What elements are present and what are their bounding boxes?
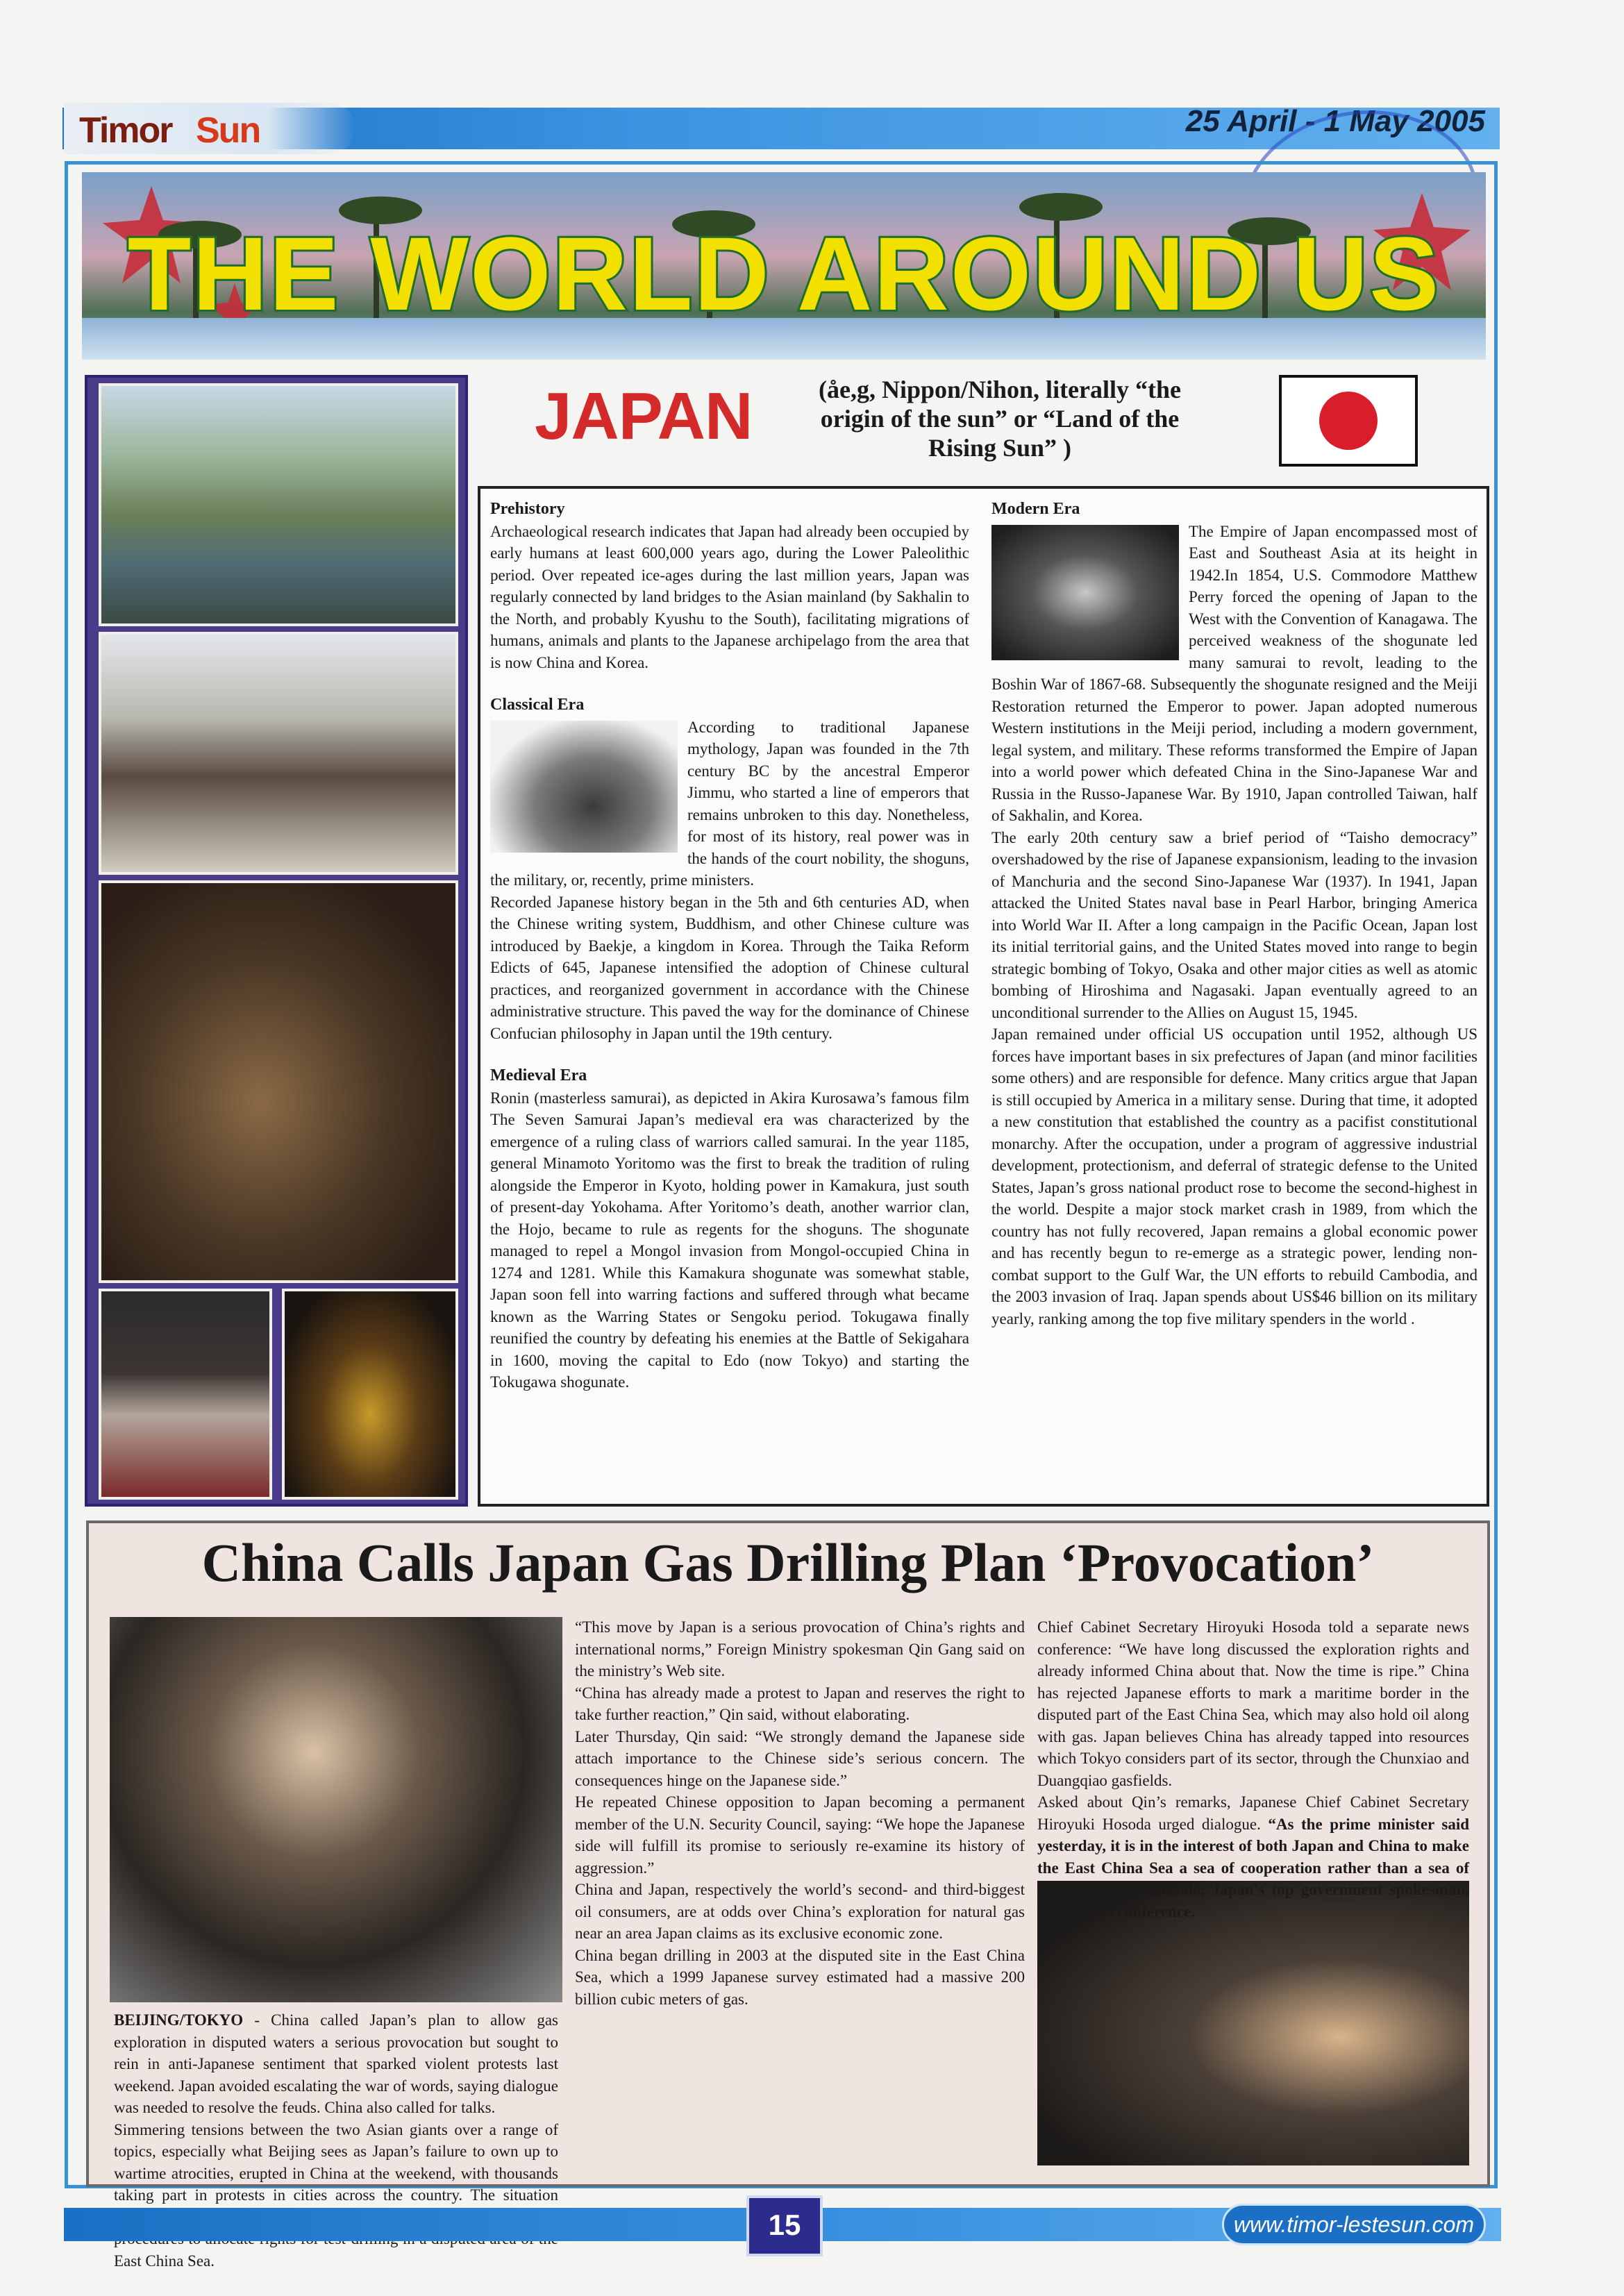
logo-text-sun: Sun	[196, 110, 260, 151]
photo-spokesman-press	[110, 1617, 562, 2002]
medieval-text: Ronin (masterless samurai), as depicted in Akira Kurosawa’s famous film The Seven Samurai Japan’s medieval era was characterized by the emergence of a ruling class of warriors called samurai. In the year 1185, general Minamoto Yoritomo was the first to break the tradition of ruling alongside the Emperor in Kyoto, holding power in Kamakura, just south of present-day Yokohama. After Yoritomo’s death, another warrior clan, the Hojo, became to rule as regents for the shoguns. The shogunate managed to repel a Mongol invasion from Mongol-occupied China in 1274 and 1281. While this Kamakura shogunate was somewhat stable, Japan soon fell into warring factions and suffered through what became known as the Warring States or Sengoku period. Tokugawa finally reunified the country by defeating his enemies at the Battle of Sekigahara in 1600, moving the capital to Edo (now Tokyo) and starting the Tokugawa shogunate.	[490, 1089, 969, 1391]
japan-article	[478, 486, 1489, 1507]
china-column-3	[1037, 1616, 1469, 1922]
page-number: 15	[746, 2195, 823, 2256]
photo-samurai-statues	[490, 721, 678, 853]
classical-heading: Classical Era	[490, 696, 585, 714]
photo-prime-minister	[1037, 1881, 1469, 2165]
china-para-7: China and Japan, respectively the world’s second- and third-biggest oil consumers, are at odds over China’s exploration for natural gas near an area Japan claims as its exclusive economic zone.	[575, 1881, 1025, 1942]
china-para-8: China began drilling in 2003 at the disputed site in the East China Sea, which a 1999 Japanese survey estimated had a massive 200 billion cubic meters of gas.	[575, 1946, 1025, 2008]
classical-text-1: According to traditional Japanese mythology, Japan was founded in the 7th century BC by the ancestral Emperor Jimmu, who started a line of emperors that remains unbroken to this day. Nonetheless, for most of its history, real power was in the hands of the court nobility, the shoguns, the military, or, recently, prime ministers.	[490, 718, 969, 889]
photo-golden-ornament	[282, 1289, 458, 1500]
japan-title: JAPAN	[535, 379, 753, 453]
dateline: BEIJING/TOKYO	[114, 2011, 244, 2029]
china-para-5: Later Thursday, Qin said: “We strongly demand the Japanese side attach importance to the Chinese side’s serious concern. The consequences hinge on the Japanese side.”	[575, 1727, 1025, 1789]
modern-text-3: Japan remained under official US occupation until 1952, although US forces have important bases in six prefectures of Japan (and minor facilities some others) and are responsible for defence. Many critics argue that Japan is still occupied by America in a military sense. During that time, it adopted a new constitution that established the country as a pacifist constitutional monarchy. After the occupation, under a program of aggressive industrial development, protectionism, and deferral of strategic defense to the United States, Japan’s gross national product rose to become the second-highest in the world. Despite a major stock market crash in 1989, from which the country has not fully recovered, Japan remains a global economic power and has recently begun to re-emerge as a strategic power, lending non-combat support to the Gulf War, the UN efforts to rebuild Cambodia, and the 2003 invasion of Iraq. Japan spends about US$46 billion on its military yearly, ranking among the top five military spenders in the world .	[991, 1025, 1477, 1327]
website-link[interactable]: www.timor-lestesun.com	[1222, 2204, 1486, 2245]
china-para-2: Simmering tensions between the two Asian giants over a range of topics, especially what Beijing sees as Japan’s failure to own up to wartime atrocities, erupted in China at the weekend, with thousands taking part in protests in cities across the country. The situation East China Sea.	[114, 2120, 558, 2270]
japan-flag-icon	[1279, 375, 1418, 467]
china-headline: China Calls Japan Gas Drilling Plan ‘Provocation’	[201, 1532, 1375, 1593]
china-para-4: “China has already made a protest to Japan and reserves the right to take further reaction,” Qin said, without elaborating.	[575, 1684, 1025, 1723]
issue-date: 25 April - 1 May 2005	[1185, 104, 1485, 138]
china-para-10: Asked about Qin’s remarks, Japanese Chief Cabinet Secretary Hiroyuki Hosoda urged dialogue.	[1037, 1793, 1469, 1833]
china-para-9: Chief Cabinet Secretary Hiroyuki Hosoda told a separate news conference: “We have long discussed the exploration rights and already informed China about that. Now the time is ripe.” China has rejected Japanese efforts to mark a maritime border in the disputed part of the East China Sea, which may also hold oil along with gas. Japan believes China has already tapped into resources which Tokyo considers part of its sector, through the Chunxiao and Duangqiao gasfields.	[1037, 1618, 1469, 1789]
modern-heading: Modern Era	[991, 500, 1080, 518]
rising-sun-icon	[1319, 392, 1378, 450]
photo-tokyo-night	[991, 525, 1179, 660]
classical-text-2: Recorded Japanese history began in the 5th and 6th centuries AD, when the Chinese writing system, Buddhism, and other Chinese culture was introduced by Baekje, a kingdom in Korea. Through the Taika Reform Edicts of 645, Japanese intensified the adoption of Chinese cultural practices, and reorganized government in accordance with the Chinese administrative structure. This paved the way for the dominance of Chinese Confucian philosophy in Japan until the 19th century.	[490, 893, 969, 1042]
prehistory-text: Archaeological research indicates that Japan had already been occupied by early humans at least 600,000 years ago, during the Lower Paleolithic period. Over repeated ice-ages during the last million years, Japan was regularly connected by land bridges to the Asian mainland (by Sakhalin to the North, and probably Kyushu to the South), facilitating migrations of humans, animals and plants to the Japanese archipelago from the area that is now China and Korea.	[490, 522, 969, 671]
china-para-3: “This move by Japan is a serious provocation of China’s rights and international norms,” Foreign Ministry spokesman Qin Gang said on the ministry’s Web site.	[575, 1618, 1025, 1679]
spacer	[490, 673, 969, 694]
section-banner	[82, 172, 1486, 360]
photo-temple	[99, 632, 458, 875]
photo-column	[85, 375, 468, 1507]
modern-text-2: The early 20th century saw a brief period of “Taisho democracy” overshadowed by the rise of Japanese expansionism, leading to the invasion of Manchuria and the second Sino-Japanese War (1937). In 1941, Japan attacked the United States naval base in Pearl Harbor, bringing America into World War II. After a long campaign in the Pacific Ocean, Japan lost its initial territorial gains, and the United States moved into range to begin strategic bombing of Tokyo, Osaka and other major cities as well as atomic bombing of Hiroshima and Nagasaki. Japan eventually agreed to an unconditional surrender to the Allies on August 15, 1945.	[991, 828, 1477, 1021]
japan-subtitle: (åe,g, Nippon/Nihon, literally “the origin of the sun” or “Land of the Rising Sun” )	[818, 376, 1182, 462]
photo-imperial-bridge	[99, 383, 458, 626]
spacer	[490, 1044, 969, 1065]
photo-kimono-dancer	[99, 1289, 272, 1500]
modern-text-1: The Empire of Japan encompassed most of East and Southeast Asia at its height in 1942.In 1854, U.S. Commodore Matthew Perry forced the opening of Japan to the West with the Convention of Kanagawa. The perceived weakness of the shogunate led many samurai to revolt, leading to the Boshin War of 1867-68. Subsequently the shogunate resigned and the Meiji Restoration returned the Emperor to power. Japan adopted numerous Western institutions in the Meiji period, including a modern government, legal system, and military. These reforms transformed the Empire of Japan into a world power which defeated China in the Sino-Japanese War and Russia in the Russo-Japanese War. By 1910, Japan controlled Taiwan, half of Sakhalin, and Korea.	[991, 522, 1477, 824]
japan-column-left	[490, 498, 969, 1393]
banner-title: THE WORLD AROUND US	[127, 215, 1441, 332]
photo-buddha-statue	[99, 880, 458, 1283]
medieval-heading: Medieval Era	[490, 1066, 587, 1084]
prehistory-heading: Prehistory	[490, 500, 565, 518]
japan-column-right	[991, 498, 1477, 1330]
masthead-logo	[64, 103, 355, 154]
china-column-2	[575, 1616, 1025, 2010]
china-para-10-quote: “As the prime minister said yesterday, it is in the interest of both Japan and China to make the East China Sea a sea of cooperation rather than a sea of confrontation,” Hosoda, Japan’s top government spokesman, told a news conference.	[1037, 1815, 1470, 1920]
china-para-1: - China called Japan’s plan to allow gas exploration in disputed waters a serious provocation but sought to rein in anti-Japanese sentiment that sparked violent protests last weekend. Japan avoided escalating the war of words, saying dialogue was needed to resolve the feuds. China also called for talks.	[114, 2011, 558, 2116]
china-para-6: He repeated Chinese opposition to Japan becoming a permanent member of the U.N. Security Council, saying: “We hope the Japanese side will fulfill its promise to seriously re-examine its history of aggression.”	[575, 1793, 1025, 1877]
logo-text-timor: Timor	[79, 110, 172, 151]
